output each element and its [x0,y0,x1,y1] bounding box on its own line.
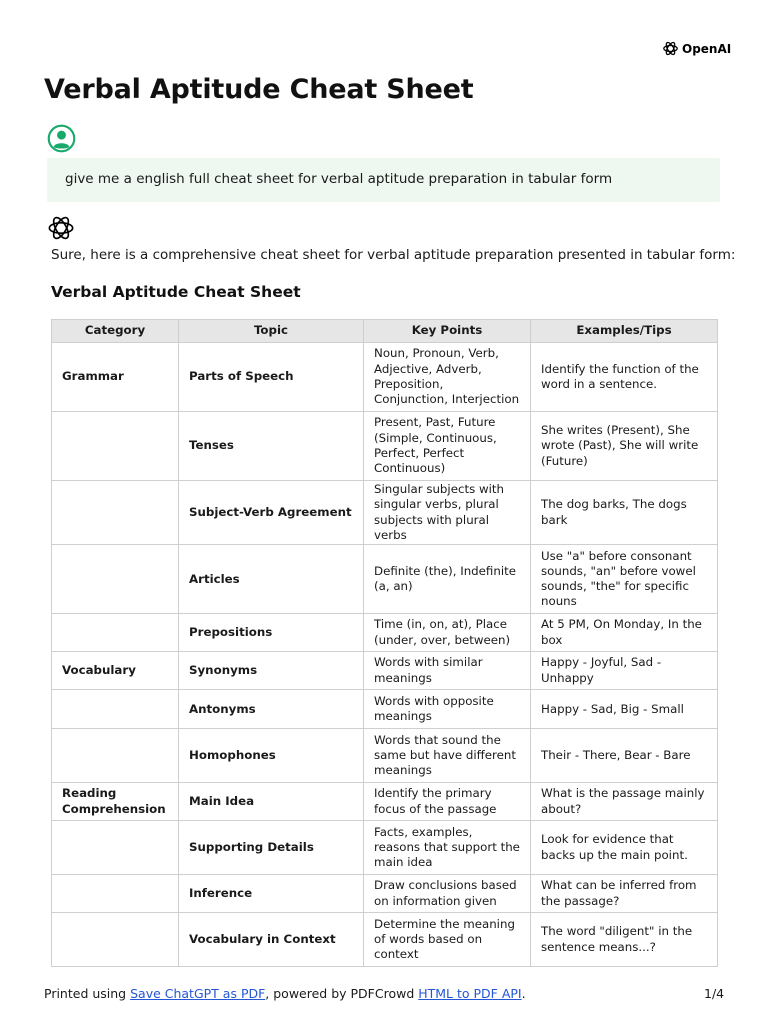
cell-topic: Prepositions [179,614,364,652]
cell-category [52,913,179,967]
table-header-row [52,320,718,343]
cell-topic: Parts of Speech [179,343,364,412]
cell-key-points: Present, Past, Future (Simple, Continuous, Perfect, Perfect Continuous) [364,412,531,481]
cell-examples: Look for evidence that backs up the main point. [531,821,718,875]
cell-category [52,412,179,481]
cell-key-points: Draw conclusions based on information given [364,875,531,913]
column-header-examples: Examples/Tips [531,320,718,343]
cell-category [52,729,179,783]
cell-topic: Vocabulary in Context [179,913,364,967]
user-avatar-icon [47,124,76,153]
table-row [52,545,718,614]
cell-category [52,690,179,729]
chatgpt-logo-icon [47,214,75,242]
cell-category: Vocabulary [52,652,179,690]
table-row [52,875,718,913]
cell-examples: Happy - Joyful, Sad - Unhappy [531,652,718,690]
cell-topic: Homophones [179,729,364,783]
column-header-topic: Topic [179,320,364,343]
cell-topic: Synonyms [179,652,364,690]
save-chatgpt-as-pdf-link[interactable]: Save ChatGPT as PDF [130,986,266,1001]
cell-category [52,614,179,652]
cell-category [52,545,179,614]
cell-key-points: Identify the primary focus of the passage [364,783,531,821]
cell-topic: Inference [179,875,364,913]
table-row [52,412,718,481]
user-message-text: give me a english full cheat sheet for verbal aptitude preparation in tabular form [65,171,613,187]
cell-examples: What can be inferred from the passage? [531,875,718,913]
cell-key-points: Definite (the), Indefinite (a, an) [364,545,531,614]
cell-category: Grammar [52,343,179,412]
cell-topic: Tenses [179,412,364,481]
cell-category [52,875,179,913]
cell-topic: Antonyms [179,690,364,729]
table-row [52,783,718,821]
brand [662,40,731,57]
cell-examples: Their - There, Bear - Bare [531,729,718,783]
html-to-pdf-api-link[interactable]: HTML to PDF API [418,986,522,1001]
footer-middle: , powered by PDFCrowd [265,986,419,1001]
page-number: 1/4 [704,986,725,1001]
table-row [52,481,718,545]
cell-topic: Subject-Verb Agreement [179,481,364,545]
column-header-key-points: Key Points [364,320,531,343]
cell-examples: The dog barks, The dogs bark [531,481,718,545]
cell-examples: The word "diligent" in the sentence means...? [531,913,718,967]
table-row [52,821,718,875]
cell-examples: Happy - Sad, Big - Small [531,690,718,729]
section-heading: Verbal Aptitude Cheat Sheet [51,283,301,301]
cell-examples: At 5 PM, On Monday, In the box [531,614,718,652]
cell-key-points: Words with opposite meanings [364,690,531,729]
cell-key-points: Time (in, on, at), Place (under, over, between) [364,614,531,652]
cell-key-points: Noun, Pronoun, Verb, Adjective, Adverb, Preposition, Conjunction, Interjection [364,343,531,412]
cell-key-points: Facts, examples, reasons that support the main idea [364,821,531,875]
footer [44,986,526,1001]
cell-key-points: Words with similar meanings [364,652,531,690]
brand-name: OpenAI [682,41,732,56]
cell-examples: She writes (Present), She wrote (Past), She will write (Future) [531,412,718,481]
footer-prefix: Printed using [44,986,131,1001]
cell-category: Reading Comprehension [52,783,179,821]
footer-suffix: . [521,986,526,1001]
cell-examples: Use "a" before consonant sounds, "an" before vowel sounds, "the" for specific nouns [531,545,718,614]
cell-key-points: Words that sound the same but have different meanings [364,729,531,783]
cell-topic: Supporting Details [179,821,364,875]
cell-category [52,481,179,545]
cell-topic: Main Idea [179,783,364,821]
table-row [52,614,718,652]
user-message [47,158,720,202]
cell-key-points: Determine the meaning of words based on context [364,913,531,967]
table-row [52,343,718,412]
openai-logo-icon [662,40,679,57]
cell-examples: Identify the function of the word in a sentence. [531,343,718,412]
column-header-category: Category [52,320,179,343]
cell-key-points: Singular subjects with singular verbs, plural subjects with plural verbs [364,481,531,545]
cheat-sheet-table [51,319,718,967]
table-row [52,652,718,690]
cell-examples: What is the passage mainly about? [531,783,718,821]
cell-category [52,821,179,875]
page-title: Verbal Aptitude Cheat Sheet [44,74,474,105]
cell-topic: Articles [179,545,364,614]
table-row [52,729,718,783]
table-row [52,913,718,967]
table-row [52,690,718,729]
assistant-intro: Sure, here is a comprehensive cheat sheet for verbal aptitude preparation presented in tabular form: [51,247,736,263]
